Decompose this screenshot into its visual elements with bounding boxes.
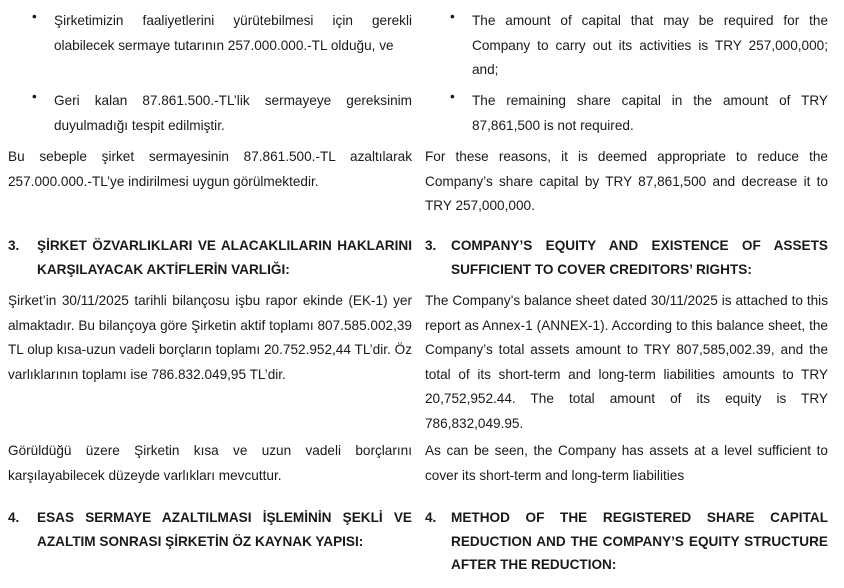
en-heading-4 bbox=[425, 506, 828, 577]
tr-heading-4-text: ESAS SERMAYE AZALTILMASI İŞLEMİNİN ŞEKLİ VE AZALTIM SONRASI ŞİRKETİN ÖZ KAYNAK YAPISI: bbox=[37, 510, 412, 549]
tr-bullet-1 bbox=[32, 9, 412, 58]
en-heading-4-number: 4. bbox=[425, 510, 437, 525]
tr-paragraph-2: Şirket’in 30/11/2025 tarihli bilançosu işbu rapor ekinde (EK-1) yer almaktadır. Bu bilançoya göre Şirketin aktif toplamı 807.585.002,39 TL olup kısa-uzun vadeli borçların toplamı 20.752.952,44 TL’dir. Öz varlıklarının toplamı ise 786.832.049,95 TL’dir. bbox=[8, 293, 412, 382]
bullet-icon: • bbox=[32, 89, 37, 104]
tr-heading-4 bbox=[8, 506, 412, 553]
tr-bullet-2-text: Geri kalan 87.861.500.-TL’lik sermayeye gereksinim duyulmadığı tespit edilmiştir. bbox=[54, 93, 412, 133]
bullet-icon: • bbox=[450, 89, 455, 104]
en-heading-4-text: METHOD OF THE REGISTERED SHARE CAPITAL REDUCTION AND THE COMPANY’S EQUITY STRUCTURE AFTER THE REDUCTION: bbox=[451, 510, 828, 572]
en-paragraph-1: For these reasons, it is deemed appropriate to reduce the Company’s share capital by TRY 87,861,500 and decrease it to TRY 257,000,000. bbox=[425, 149, 828, 213]
bullet-icon: • bbox=[450, 9, 455, 24]
tr-paragraph-3: Görüldüğü üzere Şirketin kısa ve uzun vadeli borçlarını karşılayabilecek düzeyde varlıkları mevcuttur. bbox=[8, 443, 412, 483]
en-heading-3 bbox=[425, 234, 828, 281]
en-bullet-2 bbox=[450, 89, 828, 138]
en-bullet-1 bbox=[450, 9, 828, 83]
bullet-icon: • bbox=[32, 9, 37, 24]
tr-paragraph-1: Bu sebeple şirket sermayesinin 87.861.500.-TL azaltılarak 257.000.000.-TL’ye indirilmesi uygun görülmektedir. bbox=[8, 149, 412, 189]
en-heading-3-number: 3. bbox=[425, 238, 437, 253]
tr-heading-3-number: 3. bbox=[8, 238, 20, 253]
en-paragraph-2: The Company’s balance sheet dated 30/11/2025 is attached to this report as Annex-1 (ANNEX-1). According to this balance sheet, the Company’s total assets amount to TRY 807,585,002.39, and the total of its short-term and long-term liabilities amounts to TRY 20,752,952.44. The total amount of its equity is TRY 786,832,049.95. bbox=[425, 293, 828, 431]
en-bullet-1-text: The amount of capital that may be required for the Company to carry out its activities is TRY 257,000,000; and; bbox=[472, 13, 828, 77]
tr-heading-3 bbox=[8, 234, 412, 281]
tr-heading-3-text: ŞİRKET ÖZVARLIKLARI VE ALACAKLILARIN HAKLARINI KARŞILAYACAK AKTİFLERİN VARLIĞI: bbox=[37, 238, 412, 277]
en-paragraph-3: As can be seen, the Company has assets at a level sufficient to cover its short-term and long-term liabilities bbox=[425, 443, 828, 483]
en-heading-3-text: COMPANY’S EQUITY AND EXISTENCE OF ASSETS SUFFICIENT TO COVER CREDITORS’ RIGHTS: bbox=[451, 238, 828, 277]
tr-bullet-1-text: Şirketimizin faaliyetlerini yürütebilmesi için gerekli olabilecek sermaye tutarının 257.000.000.-TL olduğu, ve bbox=[54, 13, 412, 53]
tr-heading-4-number: 4. bbox=[8, 510, 20, 525]
en-bullet-2-text: The remaining share capital in the amount of TRY 87,861,500 is not required. bbox=[472, 93, 828, 133]
tr-bullet-2 bbox=[32, 89, 412, 138]
